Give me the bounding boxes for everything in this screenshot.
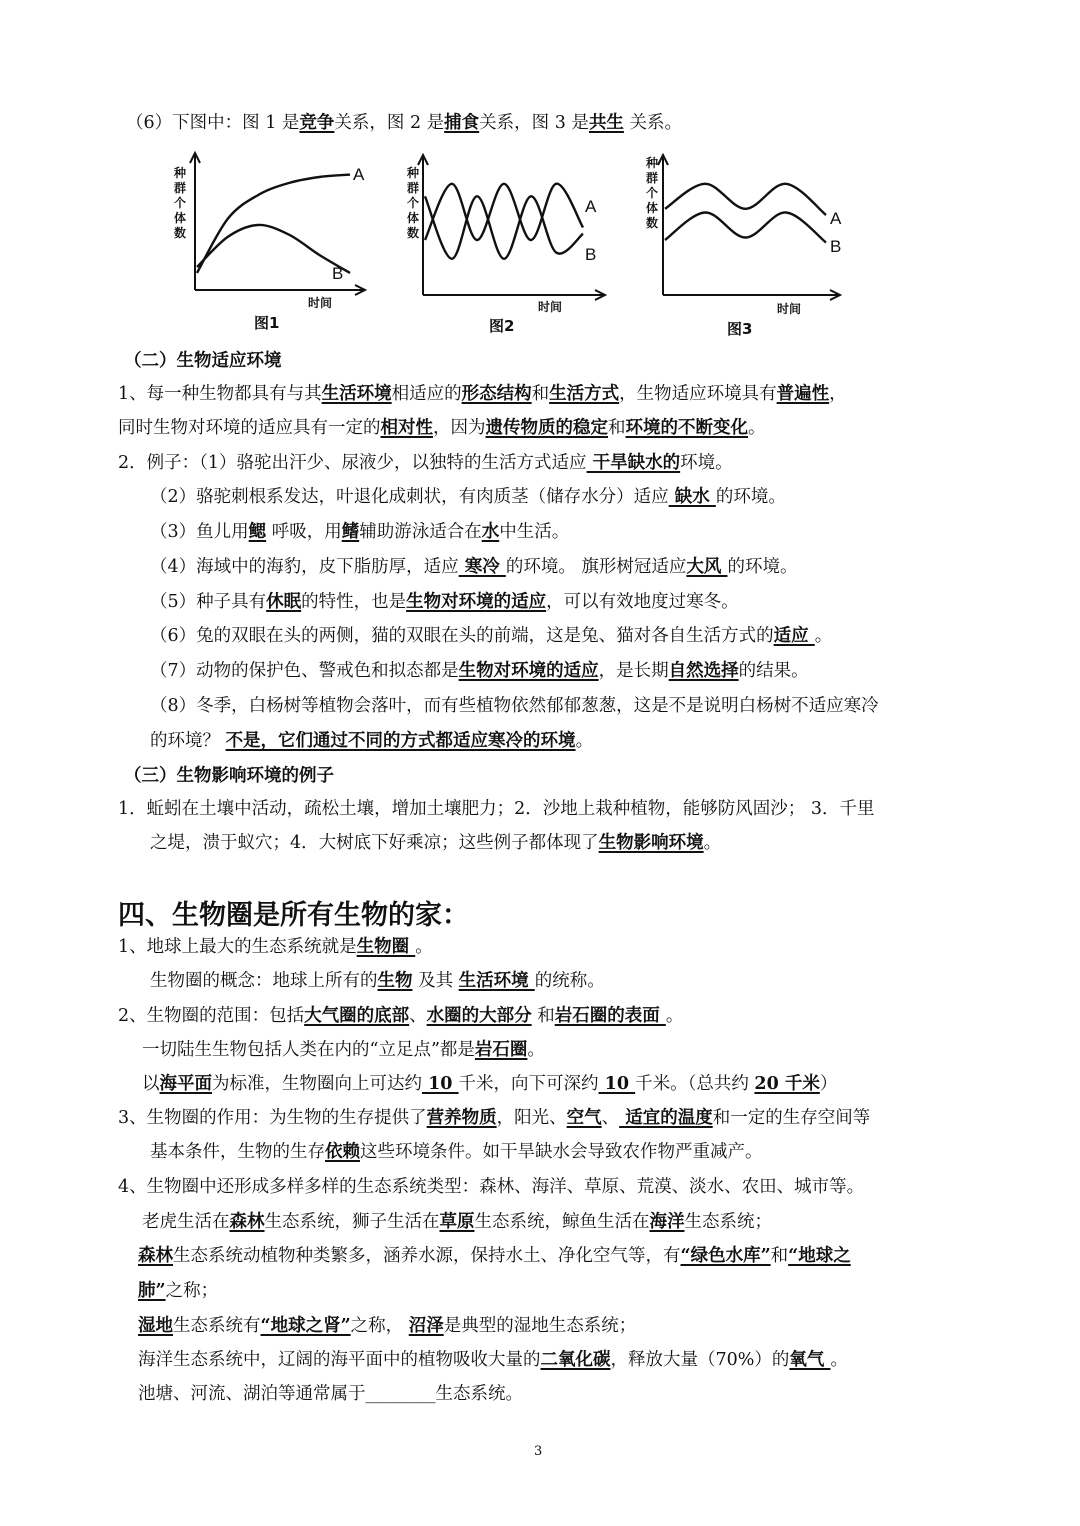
answer: 10: [422, 1074, 459, 1094]
text: 、: [601, 1108, 620, 1128]
text: 和一定的生存空间等: [712, 1108, 871, 1128]
text: 的环境？: [150, 731, 226, 751]
text: 生态系统有: [173, 1316, 261, 1336]
text: 及其: [412, 971, 459, 991]
curve-b: [425, 196, 583, 259]
text: 。: [703, 833, 722, 853]
sec2-line-3: [118, 451, 733, 475]
q6-answer-competition: 竞争: [299, 113, 335, 133]
text: 池塘、河流、湖泊等通常属于: [138, 1384, 366, 1404]
text: ，生物适应环境具有: [619, 384, 777, 404]
y-axis-label-char: 种: [646, 156, 659, 170]
y-axis-label-char: 数: [407, 226, 420, 240]
answer: 森林: [229, 1212, 265, 1232]
answer: 草原: [439, 1212, 475, 1232]
answer: 依赖: [325, 1142, 360, 1162]
sec2-line-2: [118, 416, 766, 440]
text: 。: [814, 626, 833, 646]
curve-a-label: A: [585, 197, 597, 216]
figure-3-caption: 图3: [727, 320, 753, 338]
text: 生态系统，鲸鱼生活在: [474, 1212, 650, 1232]
text: 。: [527, 1040, 545, 1060]
answer: “绿色水库”: [680, 1246, 771, 1266]
text: 千米，向下可深约: [458, 1074, 599, 1094]
sec4-line-11: [138, 1279, 218, 1303]
answer: 自然选择: [668, 661, 739, 681]
blank: ________: [365, 1384, 436, 1404]
y-axis-label-char: 群: [174, 181, 187, 195]
sec4-line-10: [138, 1244, 851, 1268]
answer: 海平面: [159, 1074, 212, 1094]
answer: 生物影响环境: [598, 833, 704, 853]
text: 环境。: [680, 453, 733, 473]
sec4-line-14: [138, 1382, 523, 1406]
text: 呼吸，用: [266, 522, 342, 542]
x-axis-label: 时间: [538, 300, 563, 314]
sec4-line-8: [118, 1175, 864, 1199]
answer: 海洋: [649, 1212, 685, 1232]
text: 1．蚯蚓在土壤中活动，疏松土壤，增加土壤肥力；2．沙地上栽种植物，能够防风固沙； 3．千里: [118, 799, 875, 819]
text: 的环境。: [715, 487, 786, 507]
text: 的结果。: [738, 661, 809, 681]
sec4-line-9: [142, 1210, 772, 1234]
text: 和: [608, 418, 626, 438]
q6-mid1: 关系，图 2 是: [334, 113, 445, 133]
text: （7）动物的保护色、警戒色和拟态都是: [150, 661, 459, 681]
answer: 氧气: [789, 1350, 831, 1370]
answer: 环境的不断变化: [625, 418, 748, 438]
text: ，是长期: [598, 661, 669, 681]
answer: 生活环境: [321, 384, 392, 404]
q6-answer-predation: 捕食: [444, 113, 480, 133]
x-axis-label: 时间: [308, 296, 333, 310]
answer: “地球之: [788, 1246, 851, 1266]
text: 和: [531, 384, 550, 404]
curve-b-label: B: [830, 237, 842, 256]
text: 一切陆生生物包括人类在内的“立足点”都是: [142, 1040, 475, 1060]
curve-a: [197, 175, 350, 273]
figure-2-caption: 图2: [489, 317, 515, 335]
y-axis-label-char: 数: [646, 216, 659, 230]
sec2-line-7: [150, 590, 739, 614]
text: （4）海域中的海豹，皮下脂肪厚，适应: [150, 557, 459, 577]
text: （8）冬季，白杨树等植物会落叶，而有些植物依然郁郁葱葱，这是不是说明白杨树不适应寒冷: [150, 696, 879, 716]
figure-1-caption: 图1: [254, 314, 280, 332]
text: 的特性，也是: [301, 592, 407, 612]
answer: 大风: [686, 557, 728, 577]
text: 和: [770, 1246, 789, 1266]
answer: 生物圈: [356, 937, 416, 957]
text: 4、生物圈中还形成多样多样的生态系统类型：森林、海洋、草原、荒漠、淡水、农田、城市等。: [118, 1177, 865, 1197]
answer: 干旱缺水的: [586, 453, 681, 473]
text: ，阳光、: [496, 1108, 567, 1128]
answer: 缺水: [668, 487, 716, 507]
text: ）: [819, 1074, 838, 1094]
sec4-line-12: [138, 1314, 636, 1338]
sec2-line-8: [150, 624, 832, 648]
text: 1、地球上最大的生态系统就是: [118, 937, 357, 957]
figure-3-chart: [630, 145, 860, 345]
answer: 肺”: [138, 1281, 166, 1301]
text: 生态系统动植物种类繁多，涵养水源，保持水土、净化空气等，有: [173, 1246, 681, 1266]
text: 2．例子：（1）骆驼出汗少、尿液少，以独特的生活方式适应: [118, 453, 587, 473]
sec4-line-4: [142, 1038, 545, 1062]
text: 的环境。: [727, 557, 798, 577]
section-2-title: （二）生物适应环境: [124, 351, 282, 371]
text: ，因为: [433, 418, 486, 438]
text: 。: [748, 418, 766, 438]
y-axis-label-char: 种: [407, 166, 420, 180]
sec4-line-13: [138, 1348, 848, 1372]
answer: 水: [481, 522, 500, 542]
text: ，: [829, 384, 847, 404]
answer: 生物: [377, 971, 413, 991]
text: 。: [575, 731, 594, 751]
y-axis-label-char: 群: [646, 171, 659, 185]
text: 1、每一种生物都具有与其: [118, 384, 322, 404]
text: 的统称。: [534, 971, 605, 991]
figure-2-chart: [395, 145, 625, 340]
page-number: 3: [534, 1444, 543, 1459]
answer: 不是，它们通过不同的方式都适应寒冷的环境: [225, 731, 576, 751]
answer: 岩石圈的表面: [554, 1006, 666, 1026]
sec2-line-5: [150, 520, 569, 544]
sec4-line-7: [150, 1140, 763, 1164]
text: ，释放大量（70%）的: [610, 1350, 790, 1370]
answer: 岩石圈: [474, 1040, 528, 1060]
y-axis-label-char: 体: [407, 211, 420, 225]
sec2-line-4: [150, 485, 786, 509]
curve-b-label: B: [585, 245, 597, 264]
text: 2、生物圈的范围：包括: [118, 1006, 305, 1026]
curve-a: [425, 184, 583, 240]
text: 。: [415, 937, 433, 957]
answer: 休眠: [266, 592, 302, 612]
text: 海洋生态系统中，辽阔的海平面中的植物吸收大量的: [138, 1350, 541, 1370]
answer: 鳃: [248, 522, 267, 542]
answer: 营养物质: [426, 1108, 497, 1128]
curve-a: [665, 184, 826, 215]
answer: 森林: [138, 1246, 173, 1266]
q6-line: [126, 111, 682, 135]
curve-a-label: A: [830, 209, 842, 228]
text: 和: [531, 1006, 555, 1026]
text: 之堤，溃于蚁穴；4．大树底下好乘凉；这些例子都体现了: [150, 833, 599, 853]
answer: 10: [598, 1074, 636, 1094]
text: 生态系统。: [435, 1384, 523, 1404]
sec3-line-1: [118, 797, 874, 821]
text: 辅助游泳适合在: [359, 522, 482, 542]
q6-prefix: （6）下图中：图 1 是: [126, 113, 300, 133]
answer: 相对性: [380, 418, 433, 438]
y-axis-label-char: 体: [174, 211, 187, 225]
answer: 生活环境: [458, 971, 535, 991]
answer: 遗传物质的稳定: [485, 418, 608, 438]
answer: 沼泽: [408, 1316, 444, 1336]
answer: 生物对环境的适应: [458, 661, 599, 681]
text: 生物圈的概念：地球上所有的: [150, 971, 378, 991]
answer: 二氧化碳: [540, 1350, 611, 1370]
text: 之称；: [165, 1281, 219, 1301]
sec2-line-9: [150, 659, 809, 683]
answer: 形态结构: [461, 384, 532, 404]
figure-1-chart: [160, 145, 390, 340]
y-axis-label: [645, 155, 658, 230]
sec2-line-1: [118, 382, 847, 406]
x-axis-label: 时间: [777, 302, 802, 316]
q6-suffix: 关系。: [623, 113, 683, 133]
text: 的环境。 旗形树冠适应: [505, 557, 687, 577]
y-axis-label-char: 种: [174, 166, 187, 180]
sec4-line-1: [118, 935, 433, 959]
sec4-line-5: [142, 1072, 837, 1096]
sec2-line-6: [150, 555, 797, 579]
text: 以: [142, 1074, 160, 1094]
text: 是典型的湿地生态系统；: [443, 1316, 637, 1336]
text: 生态系统，狮子生活在: [264, 1212, 440, 1232]
y-axis-label-char: 个: [407, 196, 420, 210]
y-axis-label-char: 个: [174, 196, 187, 210]
answer: 寒冷: [458, 557, 506, 577]
y-axis-label: [173, 165, 186, 240]
q6-answer-symbiosis: 共生: [588, 113, 624, 133]
text: （5）种子具有: [150, 592, 267, 612]
text: 中生活。: [499, 522, 570, 542]
answer: 适宜的温度: [619, 1108, 713, 1128]
y-axis-label-char: 群: [407, 181, 420, 195]
section-4-heading: 四、生物圈是所有生物的家：: [118, 900, 469, 931]
section-3-title: （三）生物影响环境的例子: [124, 766, 334, 786]
text: 为标准，生物圈向上可达约: [212, 1074, 422, 1094]
text: 3、生物圈的作用：为生物的生存提供了: [118, 1108, 427, 1128]
text: 。: [830, 1350, 848, 1370]
answer: 生物对环境的适应: [406, 592, 547, 612]
sec4-line-3: [118, 1004, 683, 1028]
curve-b: [665, 212, 826, 242]
answer: 水圈的大部分: [426, 1006, 532, 1026]
answer: 普遍性: [776, 384, 830, 404]
y-axis-label: [406, 165, 419, 240]
answer: 鳍: [341, 522, 360, 542]
text: 、: [409, 1006, 427, 1026]
text: 老虎生活在: [142, 1212, 230, 1232]
sec2-line-11: [150, 729, 593, 753]
text: ，可以有效地度过寒冬。: [546, 592, 739, 612]
sec4-line-6: [118, 1106, 870, 1130]
text: 相适应的: [391, 384, 462, 404]
text: （6）兔的双眼在头的两侧，猫的双眼在头的前端，这是兔、猫对各自生活方式的: [150, 626, 774, 646]
curve-a-label: A: [353, 165, 365, 184]
answer: 大气圈的底部: [304, 1006, 410, 1026]
text: 同时生物对环境的适应具有一定的: [118, 418, 381, 438]
answer: 20 千米: [754, 1074, 820, 1094]
text: 千米。（总共约: [635, 1074, 755, 1094]
answer: 生活方式: [549, 384, 620, 404]
text: 生态系统；: [684, 1212, 772, 1232]
text: 这些环境条件。如干旱缺水会导致农作物严重减产。: [360, 1142, 763, 1162]
answer: 适应: [773, 626, 815, 646]
y-axis-label-char: 体: [646, 201, 659, 215]
y-axis-label-char: 个: [646, 186, 659, 200]
text: （3）鱼儿用: [150, 522, 249, 542]
text: 之称，: [350, 1316, 409, 1336]
sec2-line-10: [150, 694, 879, 718]
answer: 湿地: [138, 1316, 173, 1336]
sec3-line-2: [150, 831, 721, 855]
y-axis-label-char: 数: [174, 226, 187, 240]
text: 。: [665, 1006, 684, 1026]
answer: 空气: [566, 1108, 602, 1128]
sec4-line-2: [150, 969, 605, 993]
q6-mid2: 关系，图 3 是: [479, 113, 589, 133]
text: 基本条件，生物的生存: [150, 1142, 325, 1162]
answer: “地球之肾”: [260, 1316, 351, 1336]
curve-b-label: B: [332, 264, 344, 283]
text: （2）骆驼刺根系发达，叶退化成刺状，有肉质茎（储存水分）适应: [150, 487, 669, 507]
